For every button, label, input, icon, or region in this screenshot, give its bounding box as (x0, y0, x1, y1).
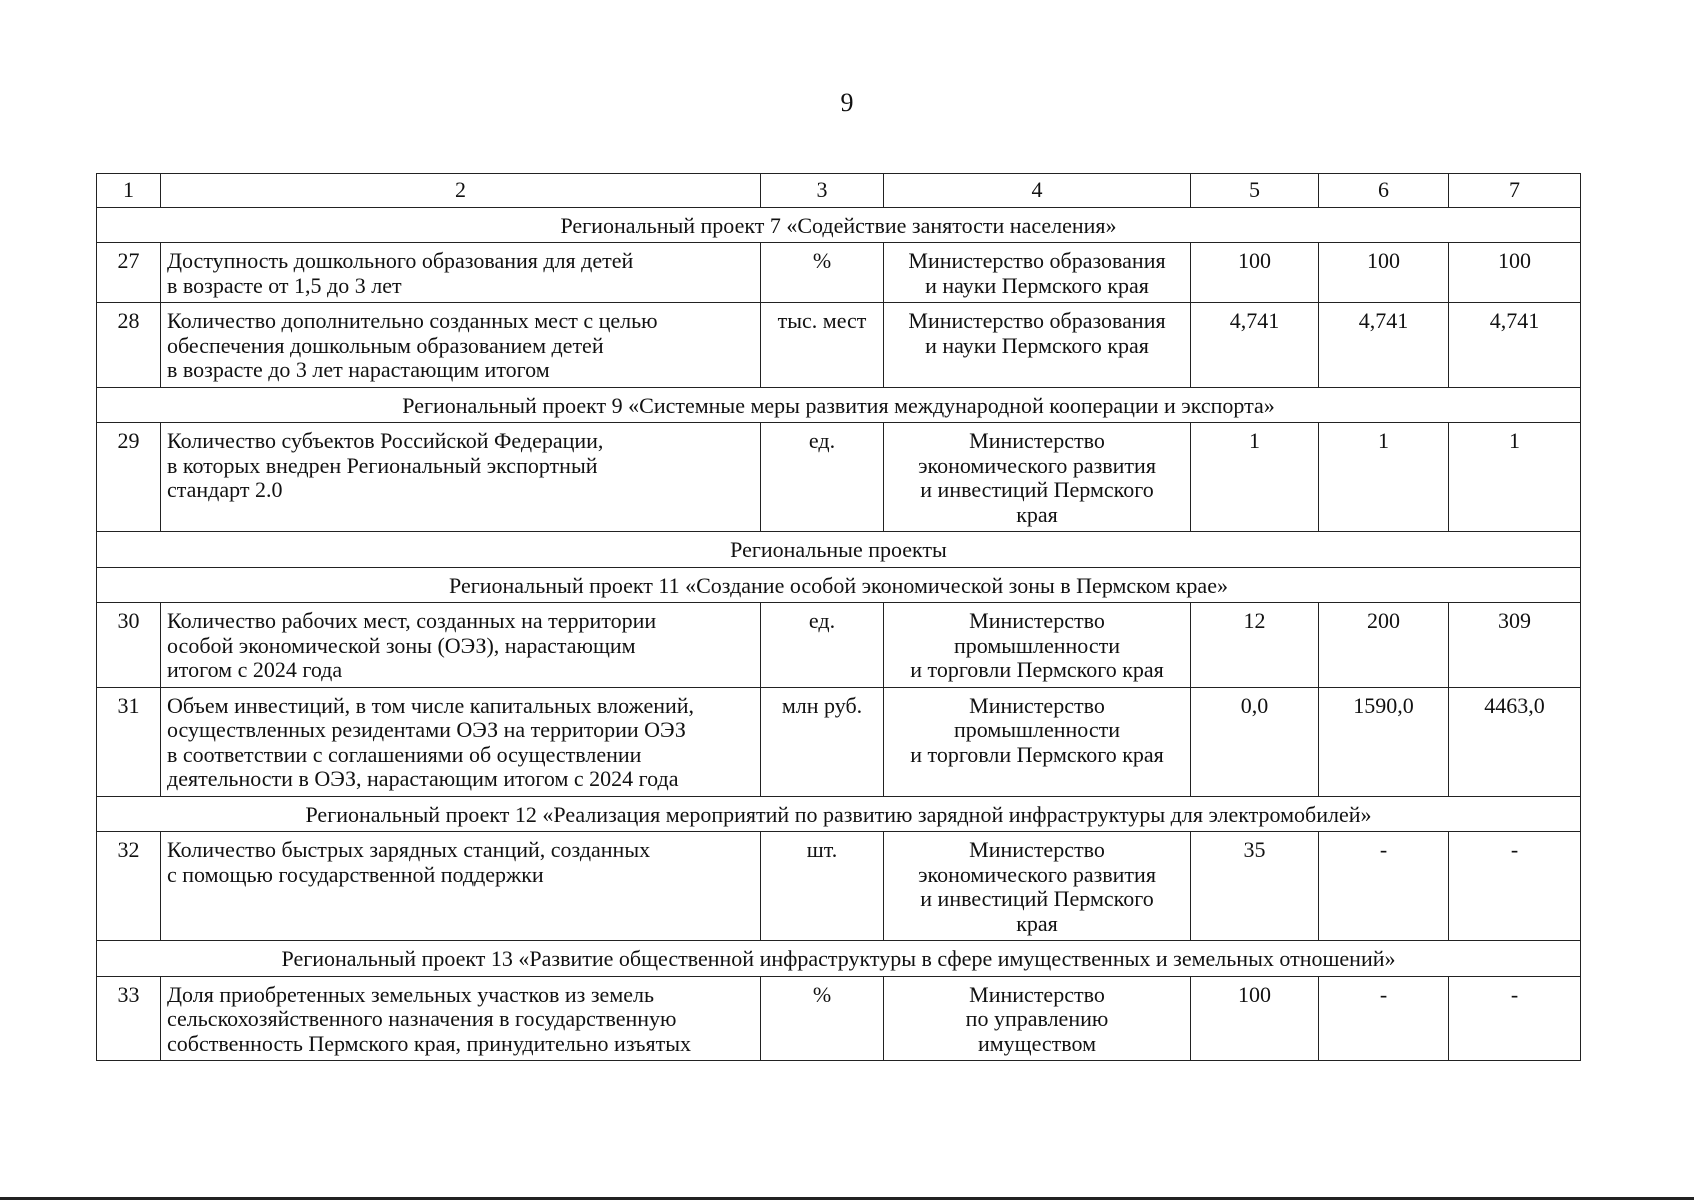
value-col5: 4,741 (1191, 303, 1319, 388)
row-number: 30 (97, 603, 161, 688)
section-title: Региональный проект 9 «Системные меры развития международной кооперации и экспорта» (97, 387, 1581, 423)
value-col5: 100 (1191, 976, 1319, 1061)
row-number: 29 (97, 423, 161, 532)
header-cell: 2 (161, 174, 761, 208)
table-row (97, 243, 1581, 303)
header-cell: 6 (1319, 174, 1449, 208)
value-col6: - (1319, 832, 1449, 941)
indicators-table (96, 173, 1581, 1061)
value-col5: 35 (1191, 832, 1319, 941)
value-col6: - (1319, 976, 1449, 1061)
row-number: 28 (97, 303, 161, 388)
responsible-org: Министерство промышленности и торговли Пермского края (884, 687, 1191, 796)
value-col7: - (1449, 832, 1581, 941)
indicator-name: Доля приобретенных земельных участков из земель сельскохозяйственного назначения в государственную собственность Пермского края, принудительно изъятых (161, 976, 761, 1061)
value-col7: - (1449, 976, 1581, 1061)
value-col5: 1 (1191, 423, 1319, 532)
header-cell: 3 (761, 174, 884, 208)
responsible-org: Министерство образования и науки Пермского края (884, 243, 1191, 303)
value-col5: 0,0 (1191, 687, 1319, 796)
table-row (97, 423, 1581, 532)
indicator-name: Количество рабочих мест, созданных на территории особой экономической зоны (ОЭЗ), нарастающим итогом с 2024 года (161, 603, 761, 688)
responsible-org: Министерство экономического развития и инвестиций Пермского края (884, 832, 1191, 941)
section-row (97, 387, 1581, 423)
value-col7: 4463,0 (1449, 687, 1581, 796)
section-title: Региональные проекты (97, 532, 1581, 568)
unit-cell: % (761, 976, 884, 1061)
header-cell: 5 (1191, 174, 1319, 208)
row-number: 31 (97, 687, 161, 796)
unit-cell: млн руб. (761, 687, 884, 796)
section-title: Региональный проект 13 «Развитие общественной инфраструктуры в сфере имущественных и земельных отношений» (97, 941, 1581, 977)
table-row (97, 303, 1581, 388)
section-title: Региональный проект 12 «Реализация мероприятий по развитию зарядной инфраструктуры для электромобилей» (97, 796, 1581, 832)
value-col7: 1 (1449, 423, 1581, 532)
table-header-row (97, 174, 1581, 208)
value-col7: 309 (1449, 603, 1581, 688)
section-row (97, 567, 1581, 603)
row-number: 33 (97, 976, 161, 1061)
value-col6: 100 (1319, 243, 1449, 303)
value-col6: 1 (1319, 423, 1449, 532)
section-row (97, 796, 1581, 832)
row-number: 27 (97, 243, 161, 303)
value-col7: 4,741 (1449, 303, 1581, 388)
responsible-org: Министерство промышленности и торговли Пермского края (884, 603, 1191, 688)
indicator-name: Количество субъектов Российской Федерации, в которых внедрен Региональный экспортный стандарт 2.0 (161, 423, 761, 532)
indicator-name: Объем инвестиций, в том числе капитальных вложений, осуществленных резидентами ОЭЗ на территории ОЭЗ в соответствии с соглашениями об осуществлении деятельности в ОЭЗ, нарастающим итогом с 2024 года (161, 687, 761, 796)
value-col6: 1590,0 (1319, 687, 1449, 796)
value-col7: 100 (1449, 243, 1581, 303)
header-cell: 7 (1449, 174, 1581, 208)
responsible-org: Министерство образования и науки Пермского края (884, 303, 1191, 388)
section-title: Региональный проект 11 «Создание особой экономической зоны в Пермском крае» (97, 567, 1581, 603)
value-col5: 100 (1191, 243, 1319, 303)
header-cell: 4 (884, 174, 1191, 208)
table-row (97, 976, 1581, 1061)
section-row (97, 207, 1581, 243)
value-col5: 12 (1191, 603, 1319, 688)
unit-cell: ед. (761, 603, 884, 688)
unit-cell: тыс. мест (761, 303, 884, 388)
row-number: 32 (97, 832, 161, 941)
section-title: Региональный проект 7 «Содействие занятости населения» (97, 207, 1581, 243)
unit-cell: шт. (761, 832, 884, 941)
responsible-org: Министерство экономического развития и инвестиций Пермского края (884, 423, 1191, 532)
value-col6: 4,741 (1319, 303, 1449, 388)
indicator-name: Доступность дошкольного образования для детей в возрасте от 1,5 до 3 лет (161, 243, 761, 303)
indicator-name: Количество дополнительно созданных мест с целью обеспечения дошкольным образованием детей в возрасте до 3 лет нарастающим итогом (161, 303, 761, 388)
section-row (97, 941, 1581, 977)
indicator-name: Количество быстрых зарядных станций, созданных с помощью государственной поддержки (161, 832, 761, 941)
responsible-org: Министерство по управлению имуществом (884, 976, 1191, 1061)
value-col6: 200 (1319, 603, 1449, 688)
unit-cell: % (761, 243, 884, 303)
table-row (97, 603, 1581, 688)
section-row (97, 532, 1581, 568)
page-number: 9 (840, 88, 854, 117)
unit-cell: ед. (761, 423, 884, 532)
table-row (97, 687, 1581, 796)
table-row (97, 832, 1581, 941)
header-cell: 1 (97, 174, 161, 208)
